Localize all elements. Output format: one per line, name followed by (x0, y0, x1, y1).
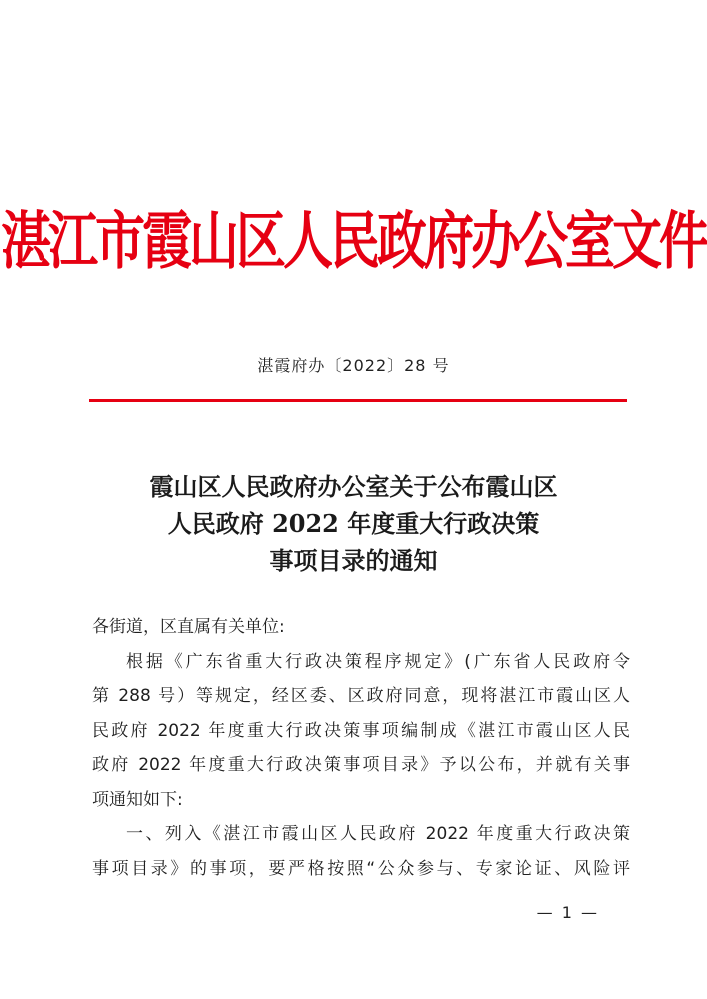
notice-title-line: 霞山区人民政府办公室关于公布霞山区 (149, 472, 558, 501)
paragraph-line: 第 288 号）等规定，经区委、区政府同意，现将湛江市霞山区人 (92, 686, 630, 706)
masthead-title: 湛江市霞山区人民政府办公室文件 (1, 203, 706, 278)
salutation: 各街道，区直属有关单位: (92, 617, 285, 637)
paragraph-line: 一、列入《湛江市霞山区人民政府 2022 年度重大行政决策 (126, 824, 630, 844)
paragraph-line: 根据《广东省重大行政决策程序规定》(广东省人民政府令 (126, 651, 630, 672)
paragraph-line: 民政府 2022 年度重大行政决策事项编制成《湛江市霞山区人民 (92, 720, 630, 741)
notice-title (0, 468, 707, 579)
notice-title-line: 人民政府 2022 年度重大行政决策 (167, 509, 540, 538)
paragraph-line: 项通知如下: (92, 789, 183, 810)
paragraph-line: 政府 2022 年度重大行政决策事项目录》予以公布，并就有关事 (92, 755, 630, 775)
red-divider-line (89, 399, 627, 402)
notice-title-line: 事项目录的通知 (269, 546, 438, 575)
paragraph-line: 事项目录》的事项，要严格按照“公众参与、专家论证、风险评 (92, 858, 630, 879)
document-body (92, 610, 630, 886)
document-number: 湛霞府办〔2022〕28 号 (257, 356, 450, 375)
page-number: — 1 — (536, 903, 599, 922)
